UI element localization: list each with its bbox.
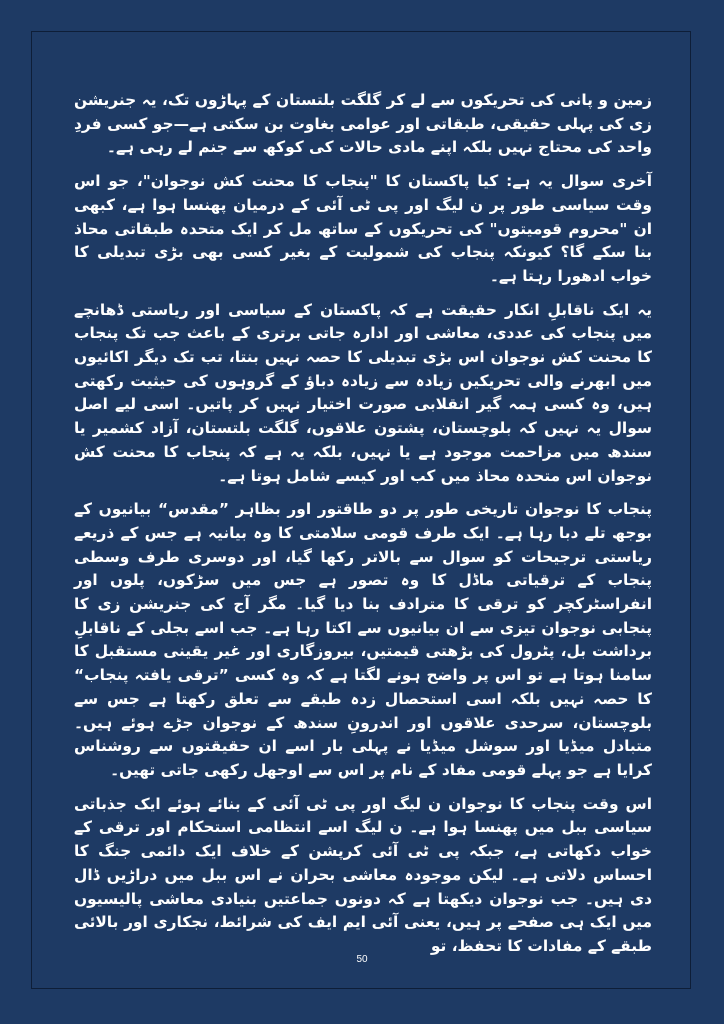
paragraph-4: پنجاب کا نوجوان تاریخی طور پر دو طاقتور اور بظاہر ”مقدس“ بیانیوں کے بوجھ تلے دبا رہا ہے۔ ایک طرف قومی سلامتی کا وہ بیانیہ ہے جس کے ذریعے ریاستی ترجیحات کو سوال سے بالاتر رکھا گیا، اور دوسری طرف وسطی پنجاب کے ترقیاتی ماڈل کا وہ تصور ہے جس میں سڑکوں، پلوں اور انفراسٹرکچر کو ترقی کا مترادف بنا دیا گیا۔ مگر آج کی جنریشن زی کا پنجابی نوجوان تیزی سے ان بیانیوں سے اکتا رہا ہے۔ جب اسے بجلی کے ناقابلِ برداشت بل، پٹرول کی بڑھتی قیمتیں، بیروزگاری اور غیر یقینی مستقبل کا سامنا ہوتا ہے تو اس پر واضح ہونے لگتا ہے کہ وہ کسی ”ترقی یافتہ پنجاب“ کا حصہ نہیں بلکہ اسی استحصال زدہ طبقے سے تعلق رکھتا ہے جس سے بلوچستان، سرحدی علاقوں اور اندرونِ سندھ کے نوجوان جڑے ہوئے ہیں۔ متبادل میڈیا اور سوشل میڈیا نے پہلی بار اسے ان حقیقتوں سے روشناس کرایا ہے جو پہلے قومی مفاد کے نام پر اس سے اوجھل رکھی جاتی تھیں۔ (74, 500, 652, 779)
paragraph-5: اس وقت پنجاب کا نوجوان ن لیگ اور پی ٹی آئی کے بنائے ہوئے ایک جذباتی سیاسی ببل میں پھنسا ہوا ہے۔ ن لیگ اسے انتظامی استحکام اور ترقی کے خواب دکھاتی ہے، جبکہ پی ٹی آئی کرپشن کے خلاف ایک دائمی جنگ کا احساس دلاتی ہے۔ لیکن موجودہ معاشی بحران نے اس ببل میں دراڑیں ڈال دی ہیں۔ جب نوجوان دیکھتا ہے کہ دونوں جماعتیں بنیادی معاشی پالیسیوں میں ایک ہی صفحے پر ہیں، یعنی آئی ایم ایف کی شرائط، نجکاری اور بالائی طبقے کے مفادات کا تحفظ، تو (74, 794, 652, 955)
paragraph-1: زمین و پانی کی تحریکوں سے لے کر گلگت بلتستان کے پہاڑوں تک، یہ جنریشن زی کی پہلی حقیقی، طبقاتی اور عوامی بغاوت بن سکتی ہے—جو کسی فردِ واحد کی محتاج نہیں بلکہ اپنے مادی حالات کی کوکھ سے جنم لے رہی ہے۔ (74, 91, 652, 157)
article-body (74, 89, 652, 969)
page-number: 50 (356, 954, 368, 965)
paragraph-2: آخری سوال یہ ہے: کیا پاکستان کا "پنجاب کا محنت کش نوجوان"، جو اس وقت سیاسی طور پر ن لیگ اور پی ٹی آئی کے درمیان پھنسا ہوا ہے، کبھی ان "محروم قومیتوں" کی تحریکوں کے ساتھ مل کر ایک متحدہ طبقاتی محاذ بنا سکے گا؟ کیونکہ پنجاب کی شمولیت کے بغیر کسی بھی بڑی تبدیلی کا خواب ادھورا رہتا ہے۔ (74, 172, 652, 285)
paragraph-3: یہ ایک ناقابلِ انکار حقیقت ہے کہ پاکستان کے سیاسی اور ریاستی ڈھانچے میں پنجاب کی عددی، معاشی اور ادارہ جاتی برتری کے باعث جب تک پنجاب کا محنت کش نوجوان اس بڑی تبدیلی کا حصہ نہیں بنتا، تب تک دیگر اکائیوں میں ابھرنے والی تحریکیں زیادہ سے زیادہ دباؤ کے گروہوں کی حیثیت رکھتی ہیں، وہ کسی ہمہ گیر انقلابی صورت اختیار نہیں کر پاتیں۔ اسی لیے اصل سوال یہ نہیں کہ بلوچستان، پشتون علاقوں، گلگت بلتستان، آزاد کشمیر یا سندھ میں مزاحمت موجود ہے یا نہیں، بلکہ یہ ہے کہ پنجاب کا محنت کش نوجوان اس متحدہ محاذ میں کب اور کیسے شامل ہوتا ہے۔ (74, 300, 652, 485)
